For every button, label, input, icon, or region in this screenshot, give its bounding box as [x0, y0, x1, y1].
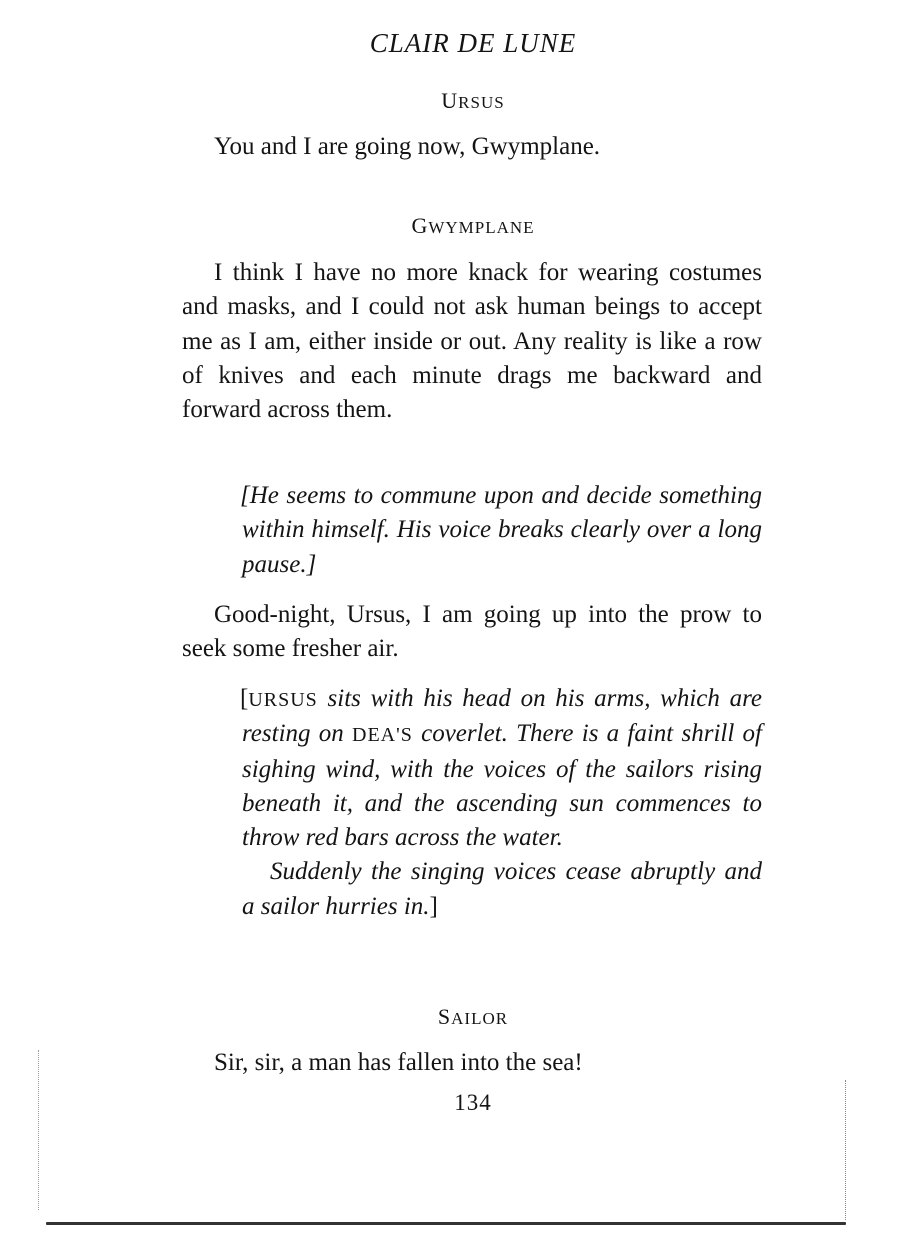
gwymplane-speech-text: I think I have no more knack for wearing costumes and masks, and I could not ask human beings to accept me as I am, either inside or out. Any reality is like a row of knives and each minute drags me backward and forward across them. — [182, 259, 762, 424]
gwymplane-line-2-text: Good-night, Ursus, I am going up into the prow to seek some fresher air. — [182, 601, 762, 663]
scan-speckles-right — [845, 1080, 850, 1220]
speaker-initial: G — [411, 213, 429, 238]
stage-direction-1-text: [He seems to commune upon and decide something within himself. His voice breaks clearly over a long pause.] — [240, 482, 762, 578]
speaker-initial: U — [441, 88, 459, 113]
bracket-open: [ — [240, 685, 249, 712]
gwymplane-speech — [182, 256, 762, 427]
speaker-sailor — [0, 1004, 900, 1030]
speaker-gwymplane — [0, 213, 900, 239]
speaker-initial: S — [437, 1004, 452, 1029]
ursus-line-text: You and I are going now, Gwymplane. — [214, 133, 601, 160]
stage-direction-2 — [242, 682, 762, 924]
bracket-close: ] — [429, 892, 438, 920]
stage-direction-2-para-2 — [242, 855, 762, 924]
direction-text-a: sits with his head on his arms, which are resting on — [242, 685, 762, 748]
running-head: CLAIR DE LUNE — [369, 28, 577, 58]
speaker-ursus — [0, 88, 900, 114]
character-name-ursus: URSUS — [248, 689, 318, 711]
scan-bottom-edge — [46, 1222, 846, 1225]
speaker-rest: RSUS — [458, 93, 505, 112]
sailor-line-text: Sir, sir, a man has fallen into the sea! — [214, 1049, 583, 1076]
gwymplane-line-2 — [182, 598, 762, 667]
character-name-dea: DEA'S — [352, 724, 413, 747]
speaker-rest: AILOR — [451, 1009, 509, 1028]
page-number: 134 — [454, 1090, 492, 1115]
scan-speckles-left — [38, 1050, 41, 1210]
stage-direction-2-para-1 — [242, 682, 762, 855]
stage-direction-1 — [242, 479, 762, 582]
direction-text-c: Suddenly the singing voices cease abruptly and a sailor hurries in. — [242, 858, 762, 920]
ursus-line — [214, 130, 794, 164]
direction-text-b: coverlet. There is a faint shrill of sighing wind, with the voices of the sailors rising beneath it, and the ascending sun commences to throw red bars across the water. — [242, 720, 762, 852]
speaker-rest: WYMPLANE — [428, 218, 535, 237]
sailor-line — [214, 1046, 794, 1080]
